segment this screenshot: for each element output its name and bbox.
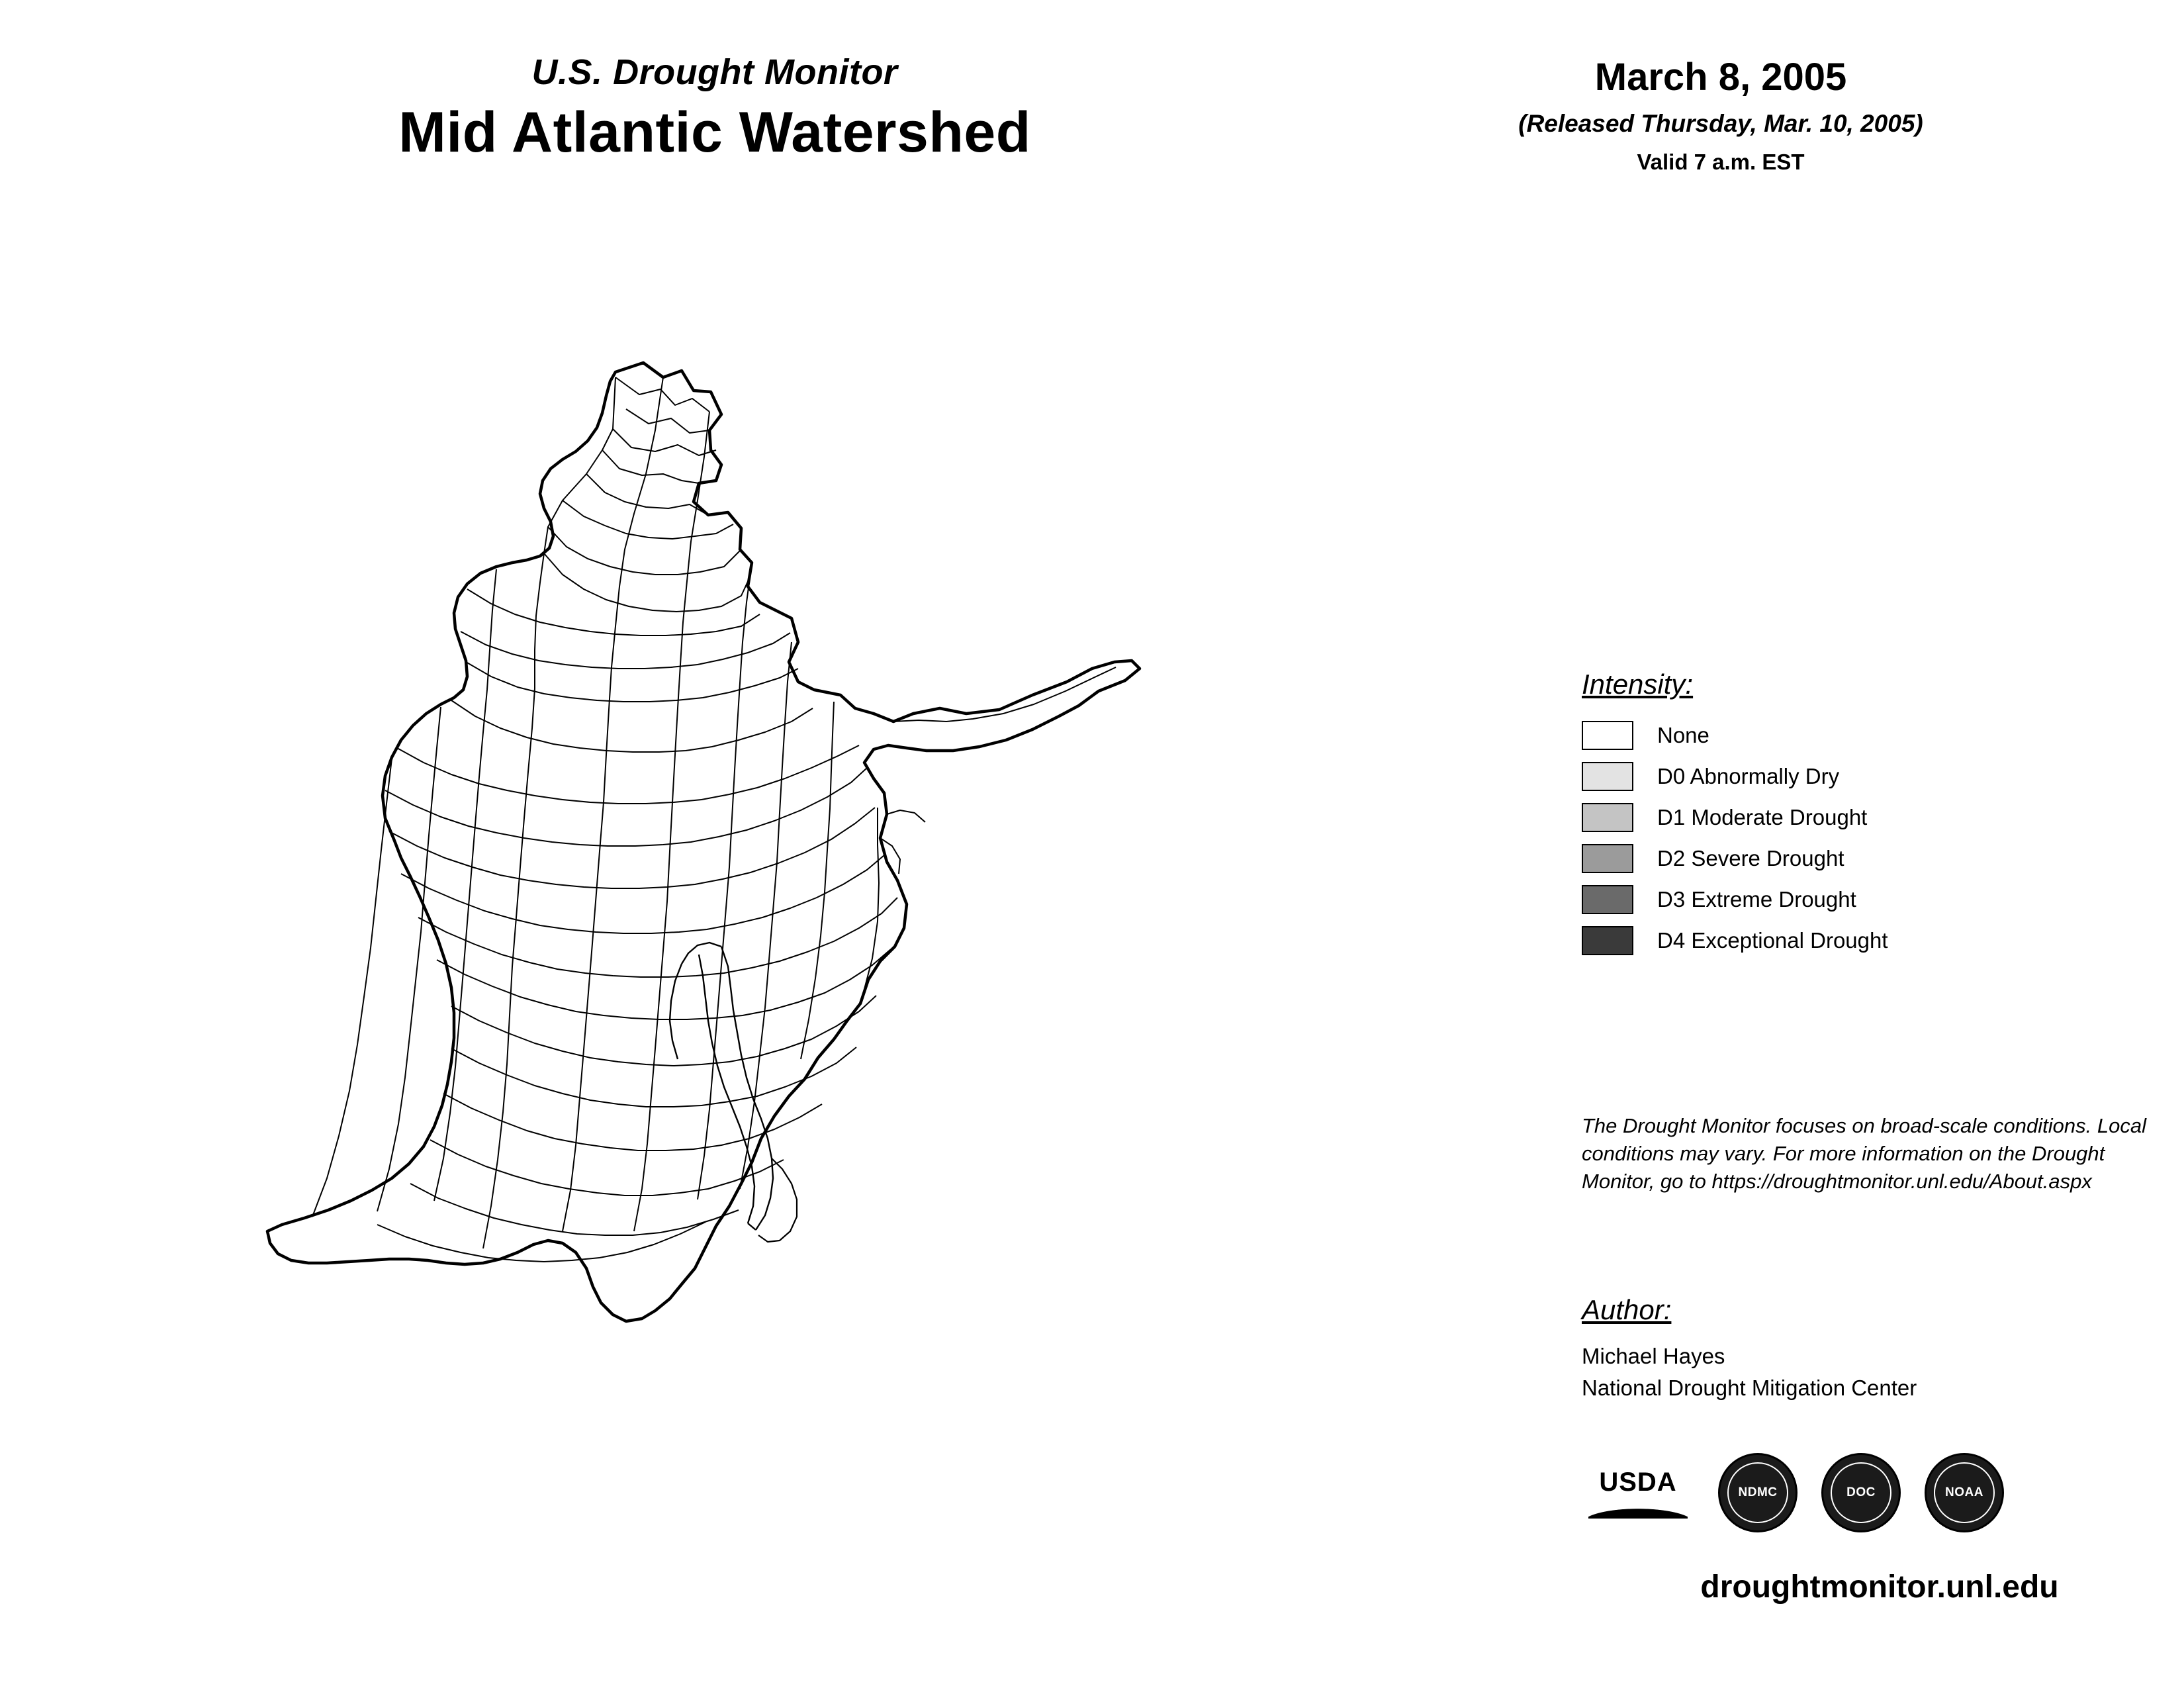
author-name: Michael Hayes [1582,1344,1725,1368]
legend-label-d1: D1 Moderate Drought [1657,805,1868,829]
noaa-logo [1925,1453,2004,1532]
usdc-logo-text: DOC [1831,1462,1891,1523]
disclaimer-text: The Drought Monitor focuses on broad-scale conditions. Local conditions may vary. For more information on the Drought Monitor, go to https://droughtmonitor.unl.edu/About.aspx [1582,1114,2146,1193]
usda-logo-text: USDA [1599,1467,1677,1497]
legend-item-d3 [1582,879,2177,920]
valid-time: Valid 7 a.m. EST [1637,150,1805,175]
author-affiliation: National Drought Mitigation Center [1582,1375,1917,1400]
usda-swoosh-icon [1588,1501,1688,1519]
watershed-outline [267,363,1140,1321]
legend [1582,669,2177,961]
legend-swatch-d2 [1582,844,1633,873]
header-title-block [199,53,1231,165]
map-outline-group [267,363,1140,1321]
legend-swatch-d0 [1582,762,1633,791]
delmarva-peninsula [758,1158,797,1242]
logo-strip [1582,1450,2177,1536]
map-date: March 8, 2005 [1594,56,1847,99]
legend-label-d4: D4 Exceptional Drought [1657,928,1888,953]
legend-label-d2: D2 Severe Drought [1657,846,1844,870]
footer-url[interactable]: droughtmonitor.unl.edu [1700,1570,2059,1605]
legend-label-d3: D3 Extreme Drought [1657,887,1856,912]
legend-item-d2 [1582,838,2177,879]
legend-swatch-d3 [1582,885,1633,914]
program-title: U.S. Drought Monitor [531,52,898,92]
legend-swatch-d1 [1582,803,1633,832]
page-title: Mid Atlantic Watershed [398,101,1031,165]
ndmc-logo [1718,1453,1797,1532]
legend-item-none [1582,715,2177,756]
legend-label-none: None [1657,723,1709,747]
legend-item-d4 [1582,920,2177,961]
legend-swatch-none [1582,721,1633,750]
legend-item-d0 [1582,756,2177,797]
drought-map [218,351,1343,1609]
usda-logo [1582,1456,1694,1529]
usdc-logo [1821,1453,1901,1532]
header-date-block [1390,56,2052,175]
legend-heading: Intensity: [1582,669,1694,700]
release-date: (Released Thursday, Mar. 10, 2005) [1518,109,1923,137]
author-heading: Author: [1582,1294,1672,1325]
legend-swatch-d4 [1582,926,1633,955]
ndmc-logo-text: NDMC [1727,1462,1788,1523]
legend-item-d1 [1582,797,2177,838]
author-block [1582,1294,2177,1404]
noaa-logo-text: NOAA [1934,1462,1995,1523]
map-svg [218,351,1343,1609]
legend-label-d0: D0 Abnormally Dry [1657,764,1840,788]
